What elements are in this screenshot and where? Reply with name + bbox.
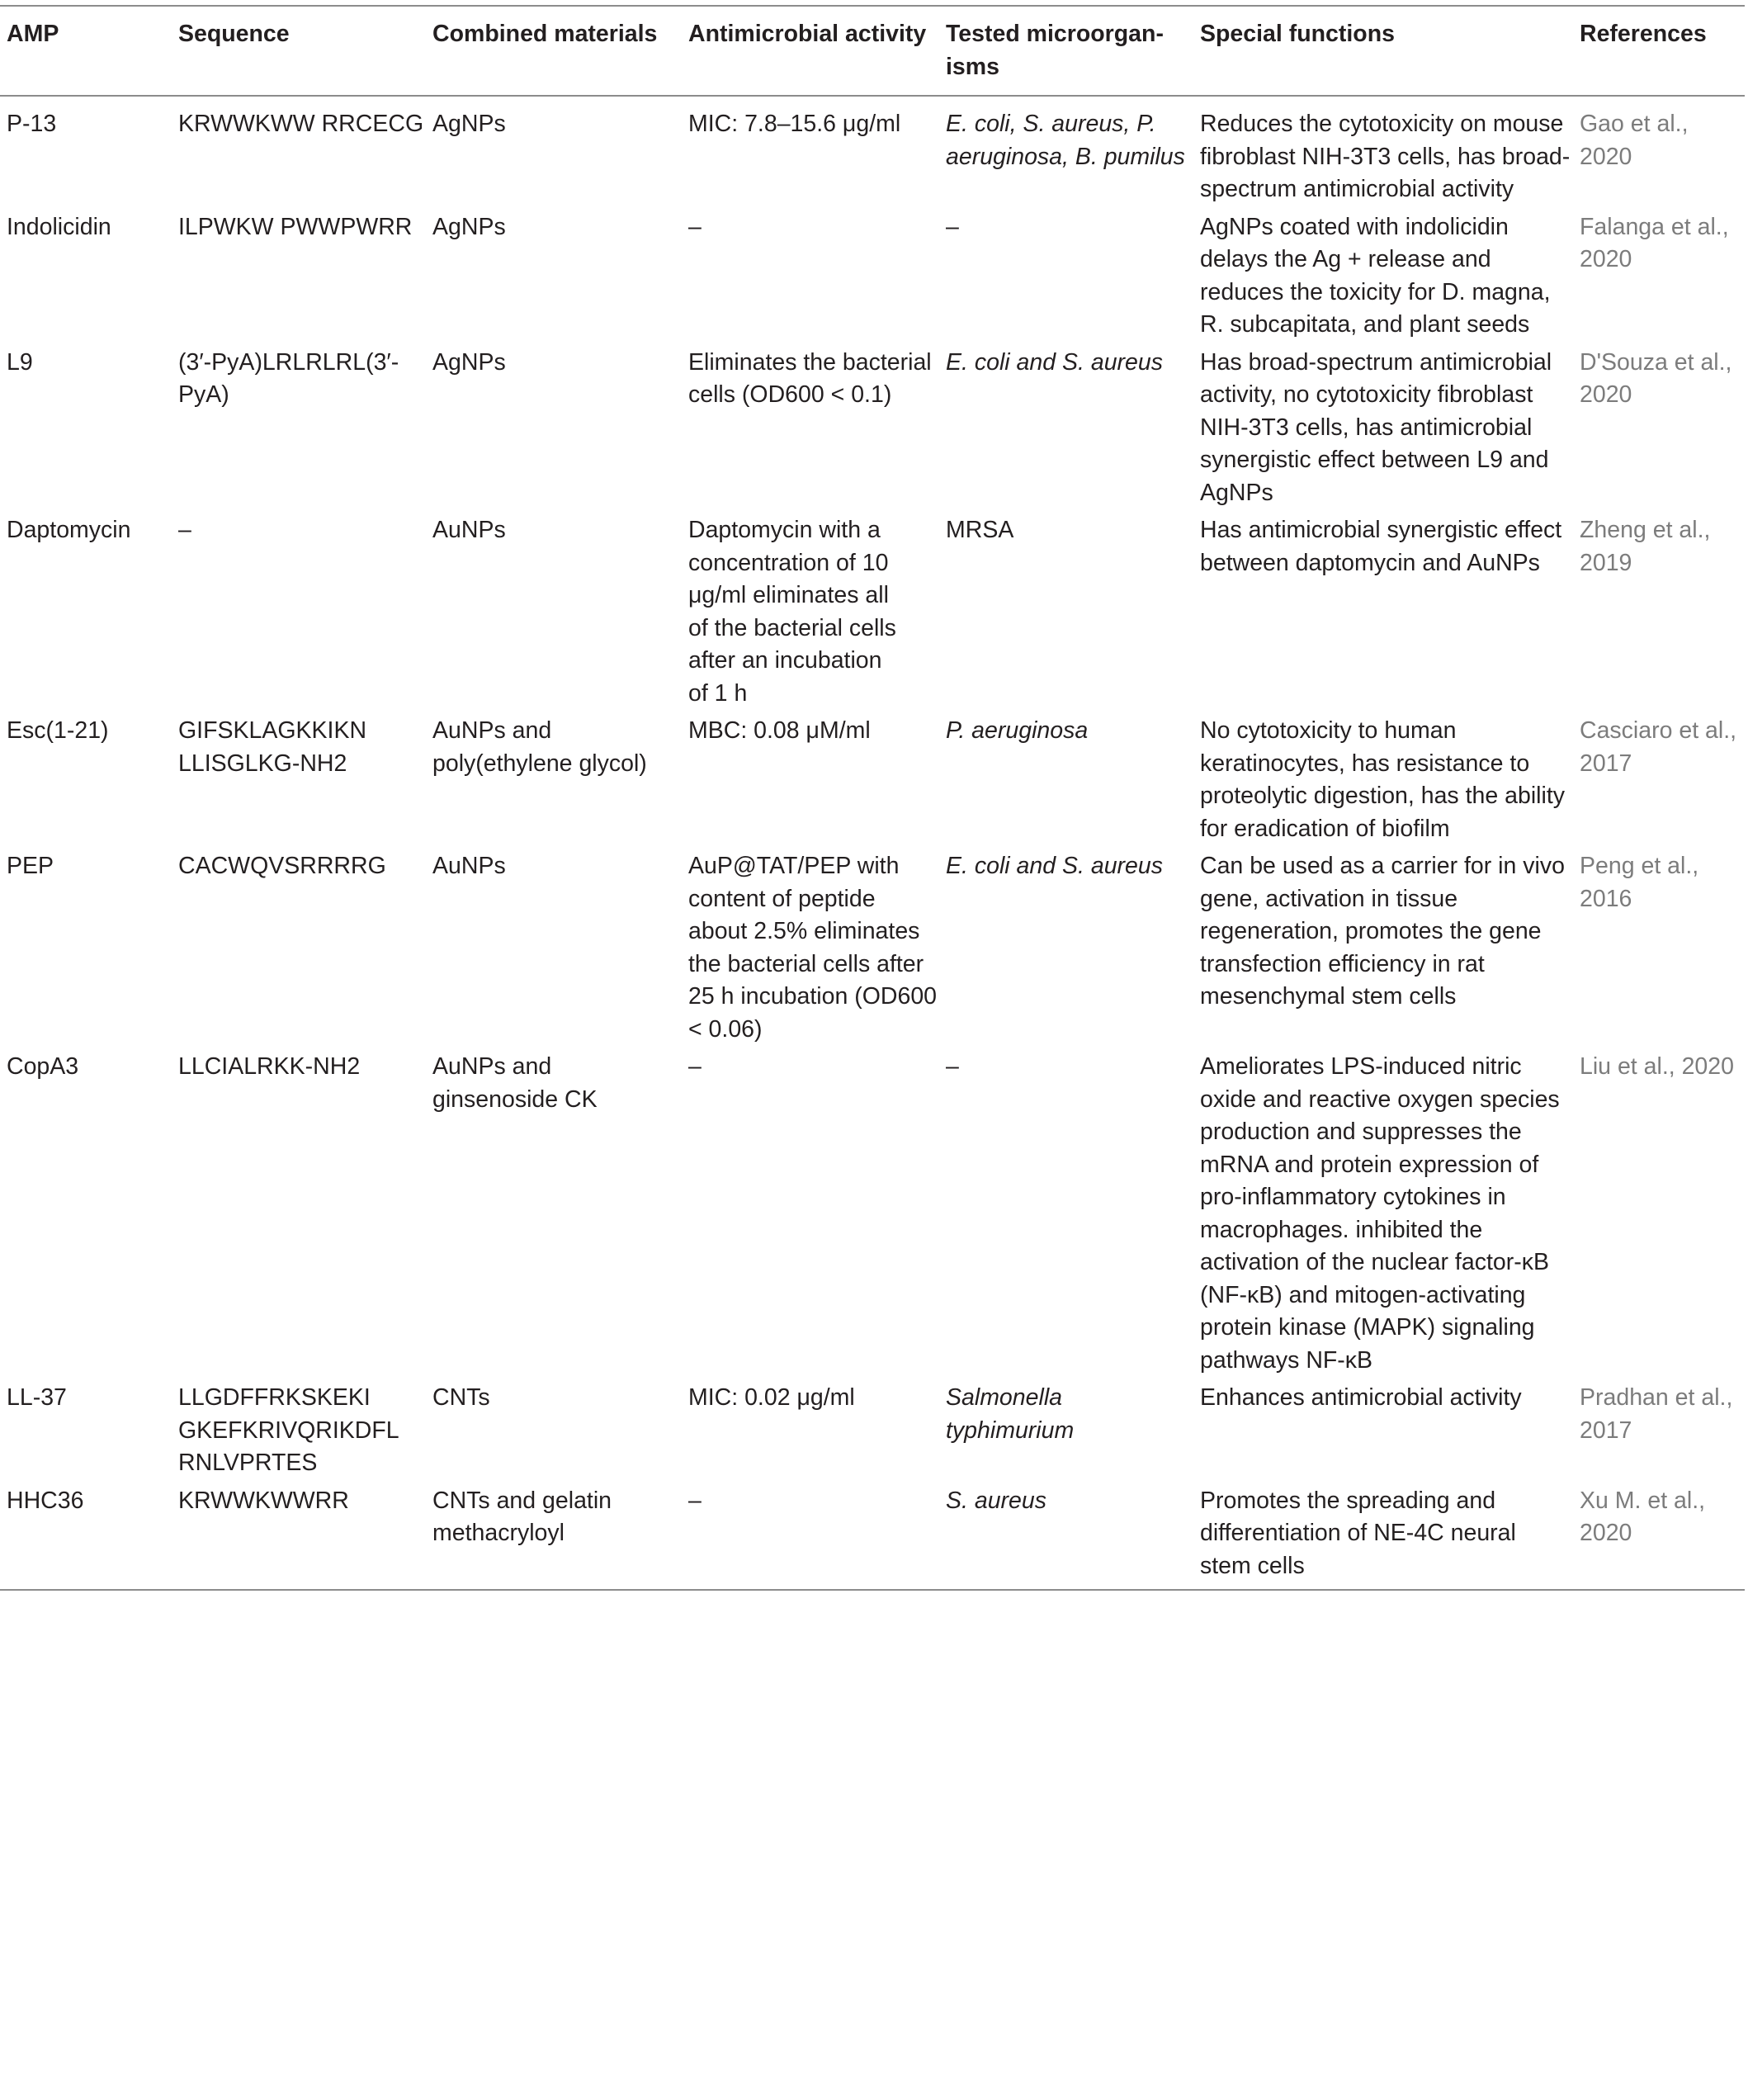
table-row (0, 712, 1745, 847)
cell-reference[interactable]: Peng et al., 2016 (1580, 853, 1699, 912)
cell-sequence: (3′-PyA)LRLRLRL(3′-PyA) (178, 348, 399, 408)
cell-activity: AuP@TAT/PEP with content of peptide about 2.5% eliminates the bacterial cells after 25 h incubation (OD600 < 0.06) (688, 853, 938, 1043)
header-tested-microorganisms: Tested microorgan-isms (939, 6, 1193, 96)
cell-combined: CNTs and gelatin methacryloyl (426, 1482, 682, 1591)
header-antimicrobial-activity: Antimicrobial activity (682, 6, 939, 96)
table-row (0, 208, 1745, 343)
cell-reference[interactable]: Casciaro et al., 2017 (1580, 717, 1737, 777)
cell-activity: MBC: 0.08 μM/ml (688, 717, 871, 744)
cell-reference[interactable]: Zheng et al., 2019 (1580, 517, 1711, 576)
cell-functions: AgNPs coated with indolicidin delays the Ag + release and reduces the toxicity for D. magna, R. subcapitata, and plant seeds (1200, 213, 1551, 338)
cell-combined: AgNPs (432, 111, 506, 137)
cell-reference[interactable]: Gao et al., 2020 (1580, 111, 1689, 170)
cell-functions: No cytotoxicity to human keratinocytes, has resistance to proteolytic digestion, has the ability for eradication of biofilm (1200, 717, 1566, 842)
cell-functions: Promotes the spreading and differentiation of NE-4C neural stem cells (1193, 1482, 1573, 1591)
table-header-row (0, 6, 1745, 96)
cell-amp: HHC36 (0, 1482, 172, 1591)
cell-reference[interactable]: Liu et al., 2020 (1580, 1053, 1734, 1080)
cell-combined: AgNPs (432, 348, 506, 376)
cell-amp: LL-37 (7, 1384, 67, 1411)
table-row (0, 1048, 1745, 1379)
cell-sequence: KRWWKWWRR (172, 1482, 426, 1591)
cell-tested: S. aureus (939, 1482, 1193, 1591)
cell-amp: Indolicidin (7, 213, 111, 240)
cell-activity: Eliminates the bacterial cells (OD600 < 0.1) (688, 348, 932, 408)
cell-tested: MRSA (946, 517, 1014, 543)
cell-functions: Enhances antimicrobial activity (1200, 1384, 1522, 1411)
header-references: References (1573, 6, 1745, 96)
cell-tested: – (946, 213, 959, 240)
cell-combined: AgNPs (432, 213, 506, 240)
cell-sequence: LLCIALRKK-NH2 (178, 1053, 361, 1080)
cell-combined: AuNPs and poly(ethylene glycol) (432, 717, 647, 777)
cell-amp: Daptomycin (7, 517, 131, 543)
cell-sequence: ILPWKW PWWPWRR (178, 213, 413, 240)
cell-functions: Ameliorates LPS-induced nitric oxide and reactive oxygen species production and suppresses the mRNA and protein expression of pro-inflammatory cytokines in macrophages. inhibited the activation of the nuclear factor-κB (NF-κB) and mitogen-activating protein kinase (MAPK) signaling pathways NF-κB (1200, 1053, 1560, 1374)
cell-tested: P. aeruginosa (946, 717, 1089, 744)
cell-activity: – (688, 1053, 702, 1080)
cell-activity: – (682, 1482, 939, 1591)
cell-amp: CopA3 (7, 1053, 79, 1080)
cell-activity: Daptomycin with a concentration of 10 μg/ml eliminates all of the bacterial cells after an incubation of 1 h (688, 517, 896, 707)
cell-amp: L9 (7, 348, 33, 376)
cell-tested: – (946, 1053, 959, 1080)
cell-activity: MIC: 0.02 μg/ml (688, 1384, 855, 1411)
cell-combined: AuNPs (432, 517, 506, 543)
cell-tested: E. coli, S. aureus, P. aeruginosa, B. pumilus (946, 111, 1185, 170)
cell-sequence: – (178, 517, 191, 543)
cell-combined: AuNPs and ginsenoside CK (432, 1053, 598, 1113)
table-row (0, 343, 1745, 512)
table-row (0, 96, 1745, 208)
cell-functions: Has antimicrobial synergistic effect between daptomycin and AuNPs (1200, 517, 1562, 576)
cell-amp: PEP (7, 853, 54, 879)
cell-sequence: KRWWKWW RRCECG (178, 111, 424, 137)
table-row (0, 847, 1745, 1048)
header-combined-materials: Combined materials (426, 6, 682, 96)
table-row (0, 511, 1745, 712)
cell-functions: Has broad-spectrum antimicrobial activity, no cytotoxicity fibroblast NIH-3T3 cells, has antimicrobial synergistic effect between L9 and AgNPs (1200, 348, 1552, 506)
cell-activity: MIC: 7.8–15.6 μg/ml (688, 111, 901, 137)
cell-tested: Salmonella typhimurium (946, 1384, 1075, 1444)
cell-functions: Reduces the cytotoxicity on mouse fibroblast NIH-3T3 cells, has broad-spectrum antimicrobial activity (1200, 111, 1571, 202)
cell-tested: E. coli and S. aureus (946, 348, 1163, 376)
header-amp: AMP (0, 6, 172, 96)
cell-reference[interactable]: Falanga et al., 2020 (1580, 213, 1729, 272)
table-row (0, 1482, 1745, 1591)
header-sequence: Sequence (172, 6, 426, 96)
cell-amp: P-13 (7, 111, 57, 137)
cell-combined: CNTs (432, 1384, 490, 1411)
cell-combined: AuNPs (432, 853, 506, 879)
cell-functions: Can be used as a carrier for in vivo gene, activation in tissue regeneration, promotes the gene transfection efficiency in rat mesenchymal stem cells (1200, 853, 1565, 1010)
cell-sequence: LLGDFFRKSKEKI GKEFKRIVQRIKDFL RNLVPRTES (178, 1384, 399, 1476)
amp-table (0, 5, 1745, 1591)
cell-sequence: GIFSKLAGKKIKN LLISGLKG-NH2 (178, 717, 367, 777)
table-row (0, 1379, 1745, 1482)
cell-reference[interactable]: Xu M. et al., 2020 (1573, 1482, 1745, 1591)
cell-amp: Esc(1-21) (7, 717, 109, 744)
cell-reference[interactable]: D'Souza et al., 2020 (1580, 348, 1732, 408)
cell-sequence: CACWQVSRRRRG (178, 853, 386, 879)
header-special-functions: Special functions (1193, 6, 1573, 96)
cell-activity: – (688, 213, 702, 240)
cell-tested: E. coli and S. aureus (946, 853, 1163, 879)
cell-reference[interactable]: Pradhan et al., 2017 (1580, 1384, 1733, 1444)
